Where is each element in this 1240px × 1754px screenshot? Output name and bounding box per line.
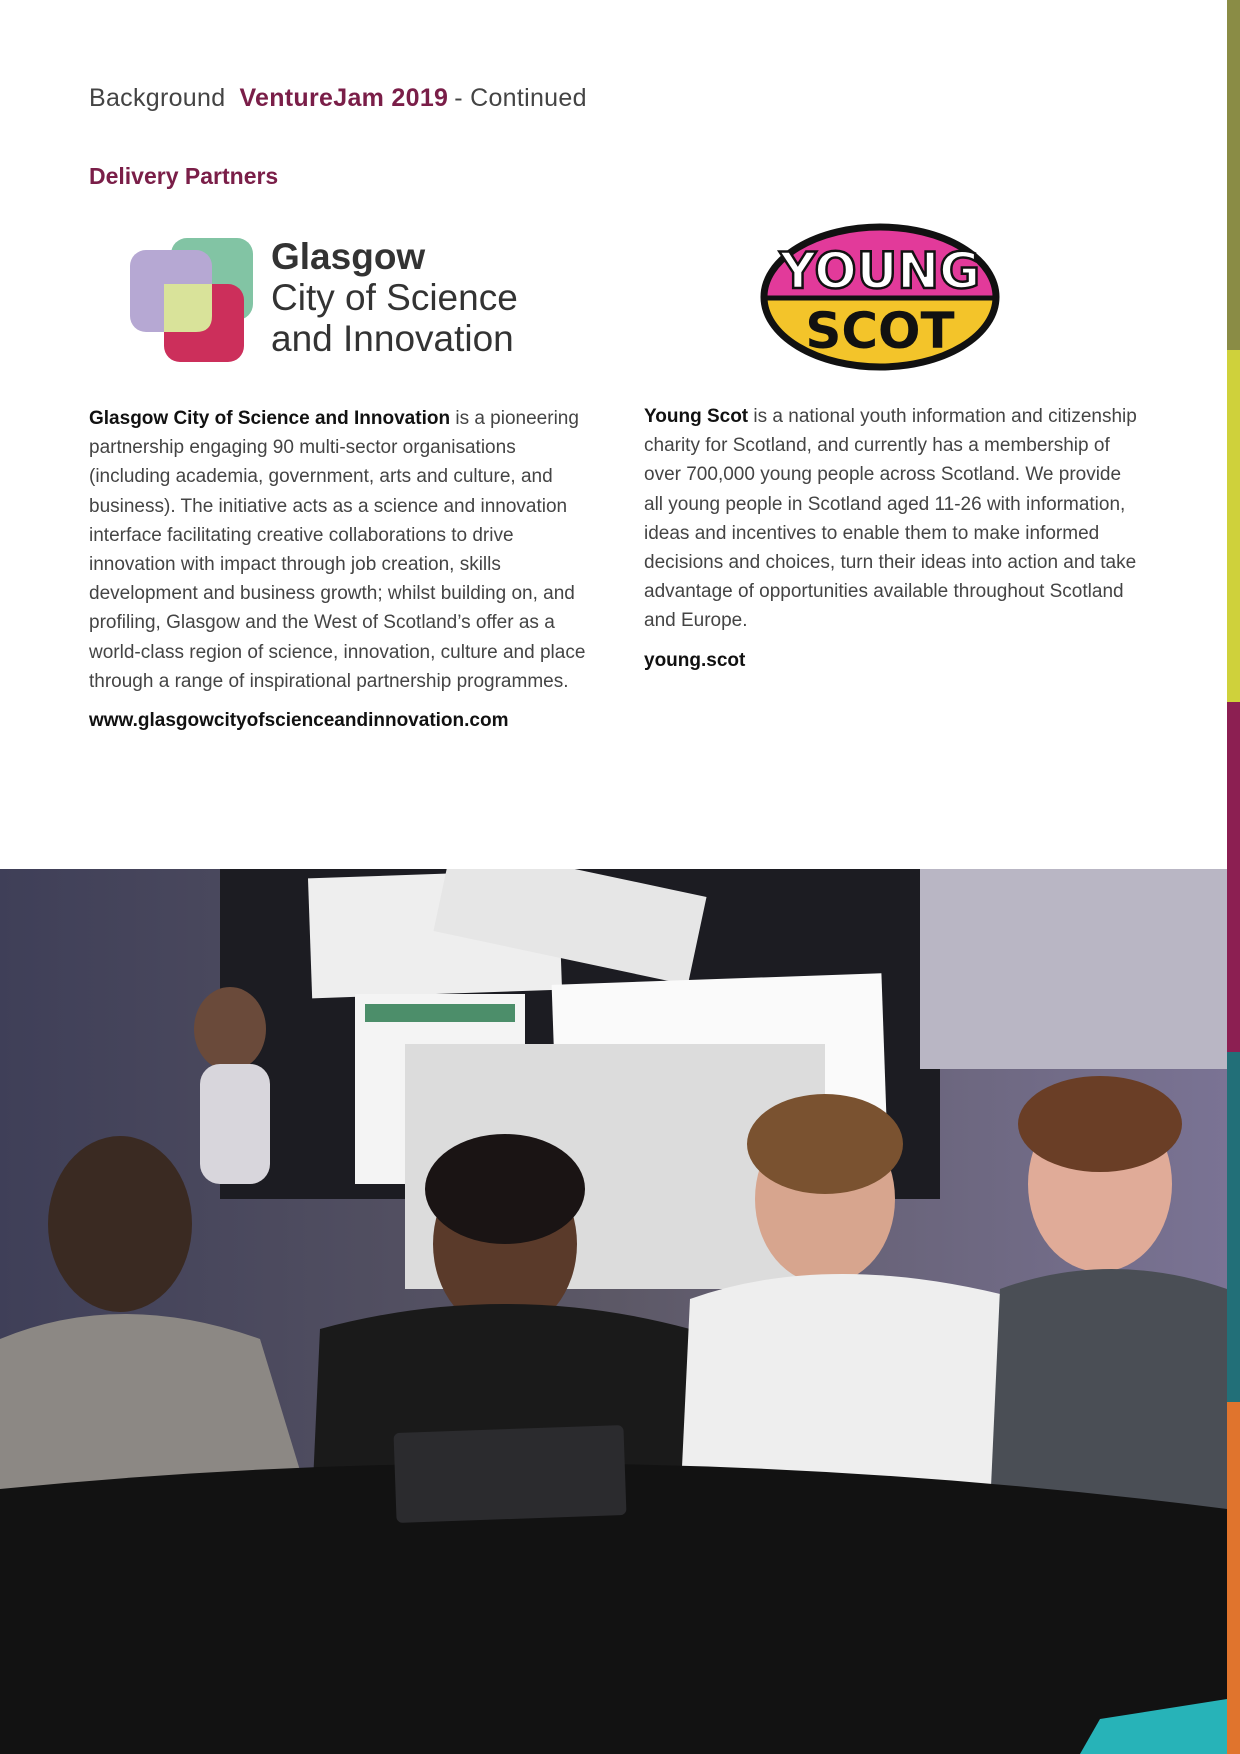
- edge-bar-lime: [1227, 350, 1240, 702]
- glasgow-text: is a pioneering partnership engaging 90 multi-sector organisations (including academia, government, arts and culture, and business). The initiative acts as a science and innovation interface facilitating creative collaborations to drive innovation with impact through job creation, skills development and business growth; whilst building on, and profiling, Glasgow and the West of Scotland’s offer as a world-class region of science, innovation, culture and place through a range of inspirational partnership programmes.: [89, 408, 586, 692]
- young-scot-logo-top: YOUNG: [779, 242, 981, 300]
- glasgow-name: Glasgow City of Science and Innovation: [89, 408, 451, 429]
- glasgow-logo-mark: [128, 236, 256, 362]
- section-title: Delivery Partners: [89, 163, 279, 189]
- glasgow-website-link[interactable]: www.glasgowcityofscienceandinnovation.com: [89, 710, 509, 732]
- young-scot-text: is a national youth information and citizenship charity for Scotland, and currently has a membership of over 700,000 young people across Scotland. We provide all young people in Scotland aged 11-26 with information, ideas and incentives to enable them to make informed decisions and choices, turn their ideas into action and take advantage of opportunities available throughout Scotland and Europe.: [644, 406, 1137, 632]
- page-header: [89, 84, 587, 113]
- young-scot-website-link[interactable]: young.scot: [644, 649, 746, 671]
- glasgow-logo-line2: City of Science: [271, 277, 518, 318]
- glasgow-logo-line3: and Innovation: [271, 318, 514, 359]
- young-scot-logo: [759, 222, 1001, 372]
- glasgow-description: [89, 404, 599, 735]
- edge-bar-olive: [1227, 0, 1240, 350]
- header-prefix: Background: [89, 84, 226, 112]
- young-scot-name: Young Scot: [644, 406, 749, 427]
- edge-bar-plum: [1227, 702, 1240, 1052]
- edge-bar-orange: [1227, 1402, 1240, 1754]
- group-photo: [0, 869, 1227, 1754]
- edge-bar-teal: [1227, 1052, 1240, 1402]
- young-scot-description: [644, 402, 1144, 675]
- young-scot-logo-bottom: SCOT: [805, 302, 955, 360]
- header-suffix: - Continued: [454, 84, 587, 112]
- header-brand: VentureJam 2019: [239, 84, 449, 112]
- glasgow-logo-line1: Glasgow: [271, 236, 426, 277]
- glasgow-logo: [128, 236, 548, 362]
